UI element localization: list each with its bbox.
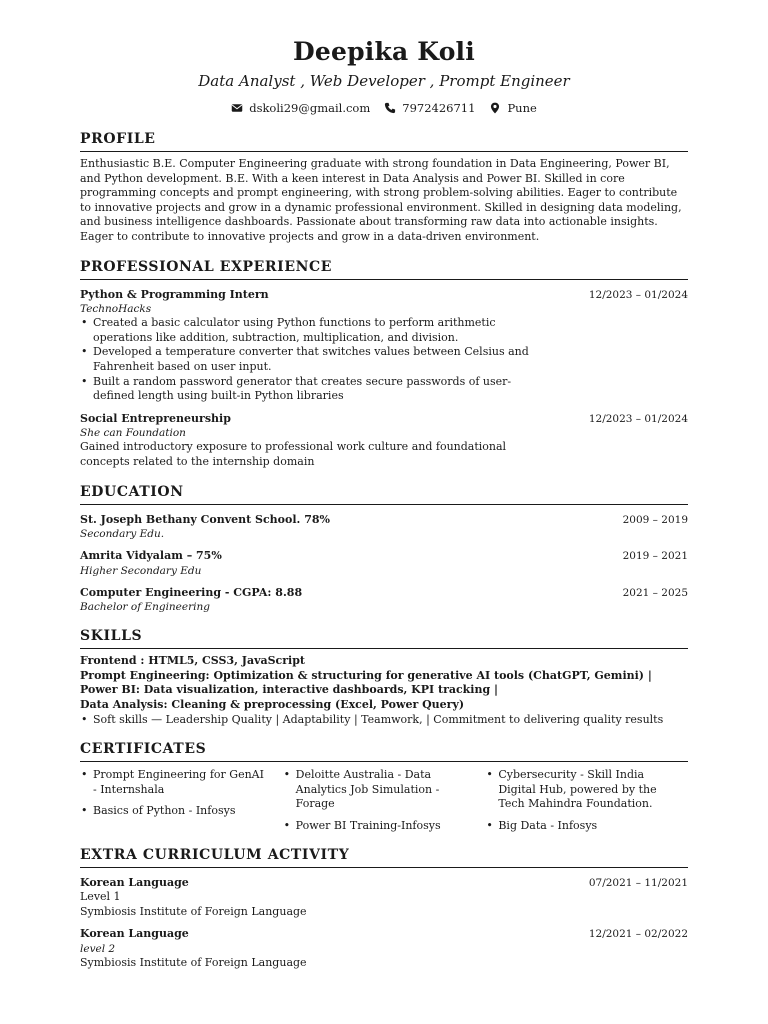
list-item: • Power BI Training-Infosys [283,819,468,834]
extra-heading: EXTRA CURRICULUM ACTIVITY [80,847,688,868]
experience-heading: PROFESSIONAL EXPERIENCE [80,259,688,280]
list-item: • Developed a temperature converter that switches values between Celsius and Fahrenheit based on user input. [80,345,550,374]
experience-org: She can Foundation [80,427,186,440]
extra-entry [80,876,688,920]
extra-date: 07/2021 – 11/2021 [588,876,688,889]
contact-email[interactable] [231,101,370,115]
education-entry [80,513,688,542]
experience-description: Gained introductory exposure to professional work culture and foundational concepts related to the internship domain [80,440,507,468]
list-item: • Big Data - Infosys [485,819,670,834]
list-item: • Soft skills — Leadership Quality | Adaptability | Teamwork, | Commitment to delivering quality results [80,713,688,728]
education-level: Secondary Edu. [80,528,165,541]
skill-line: Prompt Engineering: Optimization & structuring for generative AI tools (ChatGPT, Gemini) | [80,668,652,682]
education-date: 2009 – 2019 [622,513,688,526]
candidate-name: Deepika Koli [293,37,475,66]
extra-institute: Symbiosis Institute of Foreign Language [80,904,307,918]
education-level: Bachelor of Engineering [80,601,210,614]
extra-name: Korean Language [80,875,189,889]
soft-skills-list [80,713,688,728]
extra-entry [80,927,688,970]
list-item: • Prompt Engineering for GenAI - Internshala [80,768,265,797]
education-level: Higher Secondary Edu [80,564,202,577]
education-entry [80,549,688,578]
education-heading: EDUCATION [80,484,688,505]
extra-level: Level 1 [80,890,121,904]
certificates-heading: CERTIFICATES [80,741,688,762]
education-entry [80,586,688,615]
certificate-column [283,768,486,840]
extra-date: 12/2021 – 02/2022 [588,928,688,941]
experience-role: Python & Programming Intern [80,287,269,301]
location-text: Pune [507,101,537,115]
extra-institute: Symbiosis Institute of Foreign Language [80,956,307,969]
skill-line: Data Analysis: Cleaning & preprocessing (Excel, Power Query) [80,698,465,712]
list-item: • Built a random password generator that creates secure passwords of user-defined length using built-in Python libraries [80,375,550,404]
contact-phone[interactable] [384,101,475,115]
profile-text: Enthusiastic B.E. Computer Engineering graduate with strong foundation in Data Engineering, Power BI, and Python development. B.E. With a keen interest in Data Analysis and Power BI. Skilled in core programming concepts and prompt engineering, with strong problem-solving abilities. Eager to contribute to innovative projects and grow in a dynamic professional environment. Skilled in designing data modeling, and business intelligence dashboards. Passionate about transforming raw data into actionable insights. Eager to contribute to innovative projects and grow in a data-driven environment. [80,157,682,243]
phone-icon [384,102,396,114]
experience-bullets [80,316,688,404]
candidate-tagline: Data Analyst , Web Developer , Prompt Engineer [198,72,570,90]
phone-text: 7972426711 [402,101,476,115]
contact-location [489,101,536,115]
list-item: • Basics of Python - Infosys [80,804,265,819]
experience-org: TechnoHacks [80,303,152,316]
profile-heading: PROFILE [80,131,688,152]
skill-line: Power BI: Data visualization, interactive dashboards, KPI tracking | [80,683,499,697]
extra-level: level 2 [80,943,116,955]
skills-block [80,654,688,727]
certificates-grid [80,768,688,840]
skills-heading: SKILLS [80,628,688,649]
certificate-column [485,768,688,840]
certificate-column [80,768,283,840]
envelope-icon [231,102,243,114]
education-name: Computer Engineering - CGPA: 8.88 [80,585,303,599]
list-item: • Deloitte Australia - Data Analytics Job Simulation - Forage [283,768,468,812]
list-item: • Created a basic calculator using Python functions to perform arithmetic operations like addition, subtraction, multiplication, and division. [80,316,550,345]
experience-entry [80,288,688,404]
education-name: Amrita Vidyalam – 75% [80,549,222,563]
skill-line: Frontend : HTML5, CSS3, JavaScript [80,654,305,668]
email-text: dskoli29@gmail.com [249,101,371,115]
experience-entry [80,412,688,470]
list-item: • Cybersecurity - Skill India Digital Hub, powered by the Tech Mahindra Foundation. [485,768,670,812]
education-name: St. Joseph Bethany Convent School. 78% [80,512,330,526]
education-date: 2019 – 2021 [622,550,688,563]
experience-date: 12/2023 – 01/2024 [588,412,688,425]
experience-role: Social Entrepreneurship [80,411,231,425]
education-date: 2021 – 2025 [622,586,688,599]
contact-row [80,101,688,115]
map-pin-icon [489,102,501,114]
extra-name: Korean Language [80,927,189,941]
experience-date: 12/2023 – 01/2024 [588,288,688,301]
